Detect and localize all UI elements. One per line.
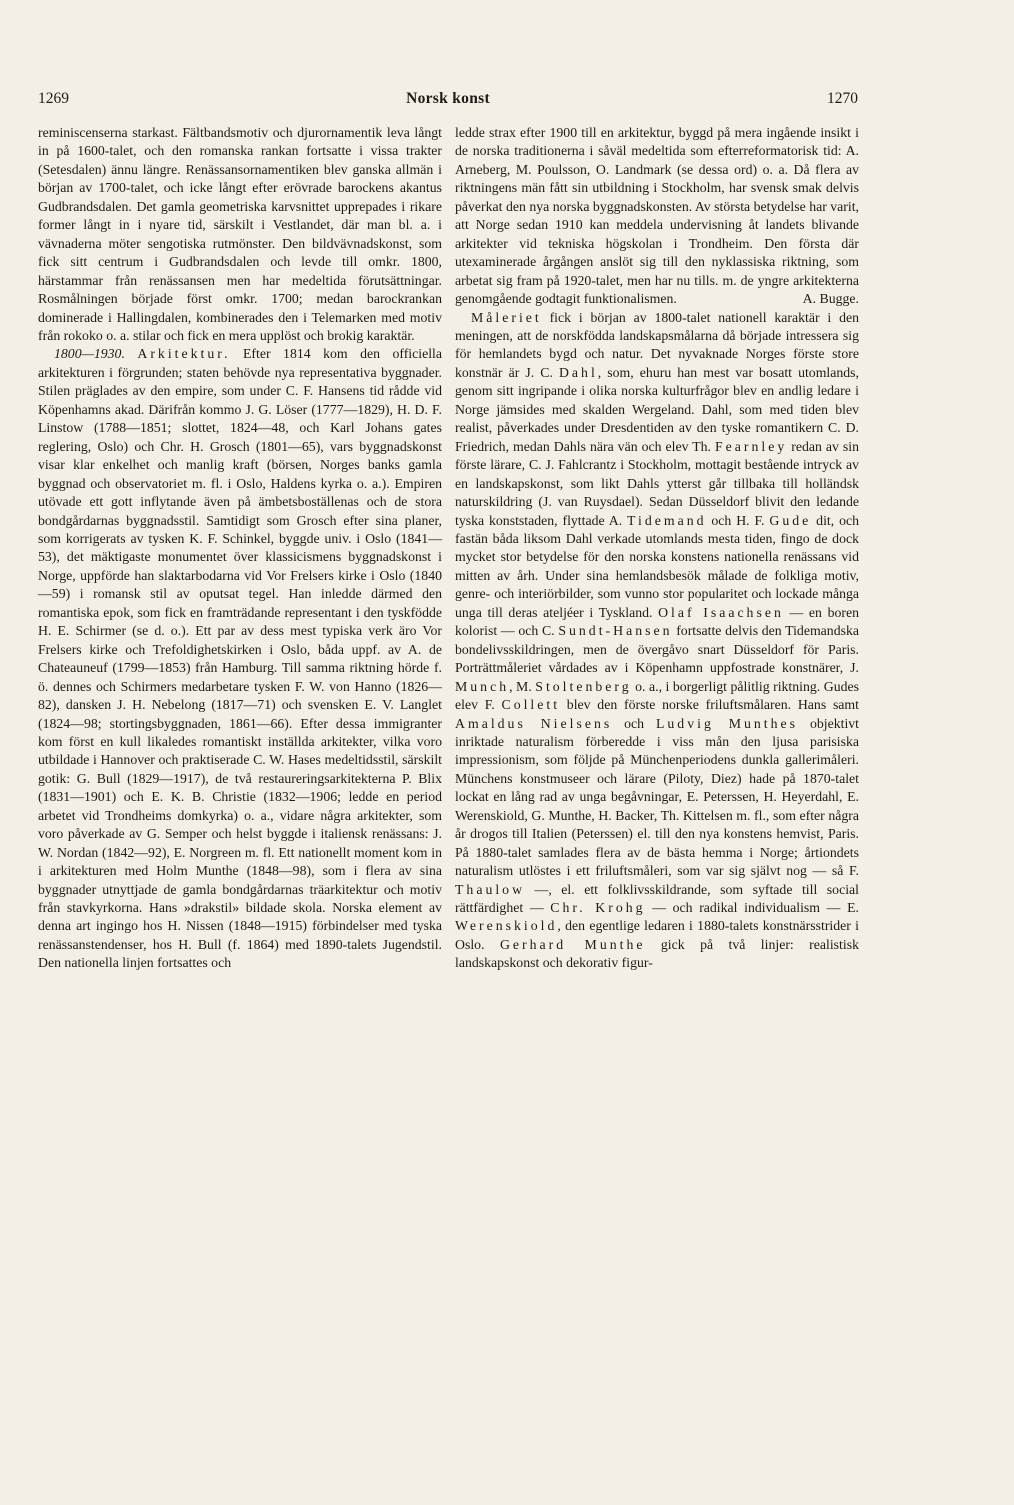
name-gude: Gude [769, 512, 812, 528]
page-number-right: 1270 [827, 90, 858, 107]
painting-text-b: , som, ehuru han mest var bosatt utomlands, genom sitt ingripande i olika norska kulturfrågor blev en andlig ledare i Norge jämsides med skalden Wergeland. Dahl, som med tiden blev realist, påverkades under Dresdentiden av den tyske romantikern C. D. Friedrich, medan Dahls nära vän och elev Th. [455, 364, 859, 454]
painting-text-n: — och radikal individualism — E. [645, 900, 859, 916]
name-thaulow: Thaulow [455, 881, 526, 897]
name-isaachsen: Olaf Isaachsen [658, 604, 784, 620]
name-amaldus-nielsen: Amaldus Nielsens [455, 715, 613, 731]
name-tidemand: Tidemand [627, 512, 707, 528]
paragraph-painting [455, 309, 859, 973]
painting-text-o: , den egentlige ledaren i 1880-talets konstnärsstrider i Oslo. [455, 918, 859, 952]
paragraph-architecture [38, 345, 442, 972]
painting-text-a: fick i början av 1800-talet nationell karaktär i den meningen, att de norskfödda landskapsmålarna då började intressera sig för hemlandets bygd och natur. Det nyvaknade Norges förste store konstnär är J. C. [455, 309, 859, 380]
running-title: Norsk konst [406, 90, 490, 107]
painting-text-l: objektivt inriktade naturalism förberedde i viss mån den ljusa parisiska impressionism, som följde på Münchenperiodens dunkla gallerimåleri. Münchens konstmuseer och lärare (Piloty, Diez) hade på 1870-talet lockat en lång rad av unga begåvningar, E. Peterssen, H. Heyerdahl, E. Werenskiold, G. Munthe, H. Backer, Th. Kittelsen m. fl., som efter några år drogos till Italien (Peterssen) el. till den nya konstens hemvist, Paris. På 1880-talet samlades flera av de bästa hemma i Norge; årtiondets naturalism utlöstes i ett friluftsmåleri, som var sig självt nog — så F. [455, 715, 860, 879]
section-heading-painting: Måleriet [471, 309, 542, 325]
section-heading-architecture: Arkitektur. [137, 346, 231, 362]
name-werenskiold: Werenskiold [455, 918, 558, 934]
name-fearnley: Fearnley [714, 438, 788, 454]
left-column [38, 124, 442, 973]
painting-text-f: — en boren kolorist — och C. [455, 604, 859, 639]
paragraph-folk-art: reminiscenserna starkast. Fältbandsmotiv och djurornamentik leva långt in på 1600-talet, och den romanska rankan fortsatte i vissa trakter (Setesdalen) ännu längre. Renässansornamentiken blev ganska allmän i början av 1700-talet, och icke långt efter erövrade barockens akantus Gudbrandsdalen. Det gamla geometriska karvsnittet upprepades i rikare former långt in i nyare tid, särskilt i Vestlandet, där man bl. a. i vävnaderna möter sengotiska rutmönster. Den bildvävnadskonst, som fick sitt centrum i Gudbrandsdalen och levde till omkr. 1800, härstammar från renässansen men har medeltida förutsättningar. Rosmålningen började först omkr. 1700; medan barockrankan dominerade i Hallingdalen, kombinerades den i Telemarken med motiv från rokoko o. a. stilar och fick en mera upplöst och brokig karaktär. [38, 125, 442, 343]
period-label: 1800—1930. [54, 346, 125, 362]
name-sundt-hansen: Sundt-Hansen [558, 623, 673, 639]
architecture-text: Efter 1814 kom den officiella arkitekturen i förgrunden; staten behövde nya representativa byggnader. Stilen präglades av den empire, som under C. F. Hansens tid rådde vid Köpenhamns akad. Därifrån kommo J. G. Löser (1777—1829), H. D. F. Linstow (1788—1851; slottet, 1824—48, och Karl Johans gates reglering, Oslo) och Chr. H. Grosch (1801—65), vars byggnadskonst visar klar enkelhet och manlig kraft (börsen, Norges banks gamla byggnad och observatoriet m. fl. i Oslo, Haldens kyrka o. a.). Empiren utövade ett gott inflytande även på ämbetsboställenas och de stora bondgårdarnas byggnadsstil. Samtidigt som Grosch efter sina planer, som korrigerats av tysken K. F. Schinkel, byggde univ. i Oslo (1841—53), det mäktigaste monumentet över klassicismens byggnadskonst i Norge, uppförde han slaktarbodarna vid Vor Frelsers kirke i Oslo (1840—59) i romansk stil av oputsat tegel. Han inledde därmed den romantiska epok, som fick en framträdande representant i den tyskfödde H. E. Schirmer (se d. o.). Ett par av dess mest typiska verk äro Vor Frelsers kirke och Trefoldighetskirken i Oslo, båda uppf. av A. de Chateauneuf (1799—1853) från Hamburg. Till samma riktning hörde f. ö. dennes och Schirmers medarbetare tysken F. W. von Hanno (1826—82), dansken J. H. Nebelong (1817—71) och svensken E. V. Langlet (1824—98; stortingsbyggnaden, 1861—66). Efter dessa immigranter kom först en kull likaledes romantiskt inställda arkitekter, vilka voro utbildade i Hannover och praktiserade C. W. Hases medeltidsstil, särskilt gotik: G. Bull (1829—1917), de två restaureringsarkitekterna P. Blix (1831—1901) och E. K. B. Christie (1832—1906; ledde en period arbetet vid Trondheims domkyrka) o. a., vidare några arkitekter, som voro påverkade av G. Semper och helst byggde i italiensk renässans: J. W. Nordan (1842—92), E. Norgreen m. fl. Ett nationellt moment kom in i arkitekturen med Holm Munthe (1848—98), som i flera av sina byggnader utnyttjade de gamla bondgårdarnas träarkitektur och motiv från stavkyrkorna. Hans »drakstil» bildade skola. Norska element av denna art ingingo hos H. Nissen (1848—1915) förbindelser med tyska renässanstendenser, hos H. Bull (f. 1864) med 1890-talets Jugendstil. Den nationella linjen fortsattes och [38, 346, 443, 971]
name-gerhard-munthe: Gerhard Munthe [499, 936, 646, 952]
right-column [455, 124, 859, 973]
painting-text-d: och H. F. [706, 512, 770, 528]
painting-text-e: dit, och fastän båda liksom Dahl verkade utomlands mesta tiden, fingo de dock mycket stor betydelse för den norska konstens nationella renässans vid mitten av årh. Under sina hemlandsbesök målade de folkliga motiv, genre- och interiörbilder, som vunno stor popularitet och lockade många unga till deras ateljéer i Tyskland. [455, 512, 859, 620]
painting-text-m: —, el. ett folklivsskildrande, som syftade till social rättfärdighet — [455, 881, 859, 916]
name-stoltenberg: Stoltenberg [535, 678, 632, 694]
name-ludvig-munthe: Ludvig Munthes [655, 715, 799, 731]
name-krohg: Chr. Krohg [550, 900, 646, 916]
paragraph-architecture-continued [455, 124, 859, 309]
painting-text-g: fortsatte delvis den Tidemandska bondelivsskildringen, men de övergåvo snart Düsseldorf för Paris. Porträttmåleriet vårdades av i Köpenhamn uppfostrade konstnärer, J. [455, 623, 859, 676]
page-number-left: 1269 [38, 90, 69, 107]
painting-text-p: gick på två linjer: realistisk landskapskonst och dekorativ figur- [455, 936, 859, 971]
page-header [38, 90, 858, 114]
painting-text-j: blev den förste norske friluftsmålaren. Hans samt [560, 697, 859, 713]
painting-text-c: redan av sin förste lärare, C. J. Fahlcrantz i Stockholm, mottagit bestående intryck av en landskapskonst, som likt Dahls ytterst går tillbaka till holländsk naturskildring (J. van Ruysdael). Sedan Düsseldorf blivit den ledande tyska konststaden, flyttade A. [455, 438, 859, 528]
painting-text-k: och [612, 715, 656, 731]
painting-text-i: o. a., i borgerligt pålitlig riktning. Gudes elev F. [455, 678, 859, 713]
architecture-continued-text: ledde strax efter 1900 till en arkitektur, byggd på mera ingående insikt i de norska traditionerna i såväl medeltida som efterreformatorisk tid: A. Arneberg, M. Poulsson, O. Landmark (se dessa ord) o. a. Då flera av riktningens män fått sin utbildning i Stockholm, har svensk smak delvis påverkat den nya norska byggnadskonsten. Av största betydelse har varit, att Norge sedan 1910 kan meddela undervisning åt landets blivande arkitekter vid tekniska högskolan i Trondheim. Den första där utexaminerade årgången anslöt sig till den nyklassiska riktning, som arbetat sig fram på 1920-talet, men har nu tills. m. de yngre arkitekterna genomgående godtagit funktionalismen. [455, 125, 859, 307]
author-signature: A. Bugge. [802, 291, 859, 307]
name-dahl: Dahl [558, 364, 598, 380]
name-collett: Collett [501, 697, 561, 713]
painting-text-h: , M. [509, 678, 536, 694]
name-munch: Munch [455, 678, 510, 694]
